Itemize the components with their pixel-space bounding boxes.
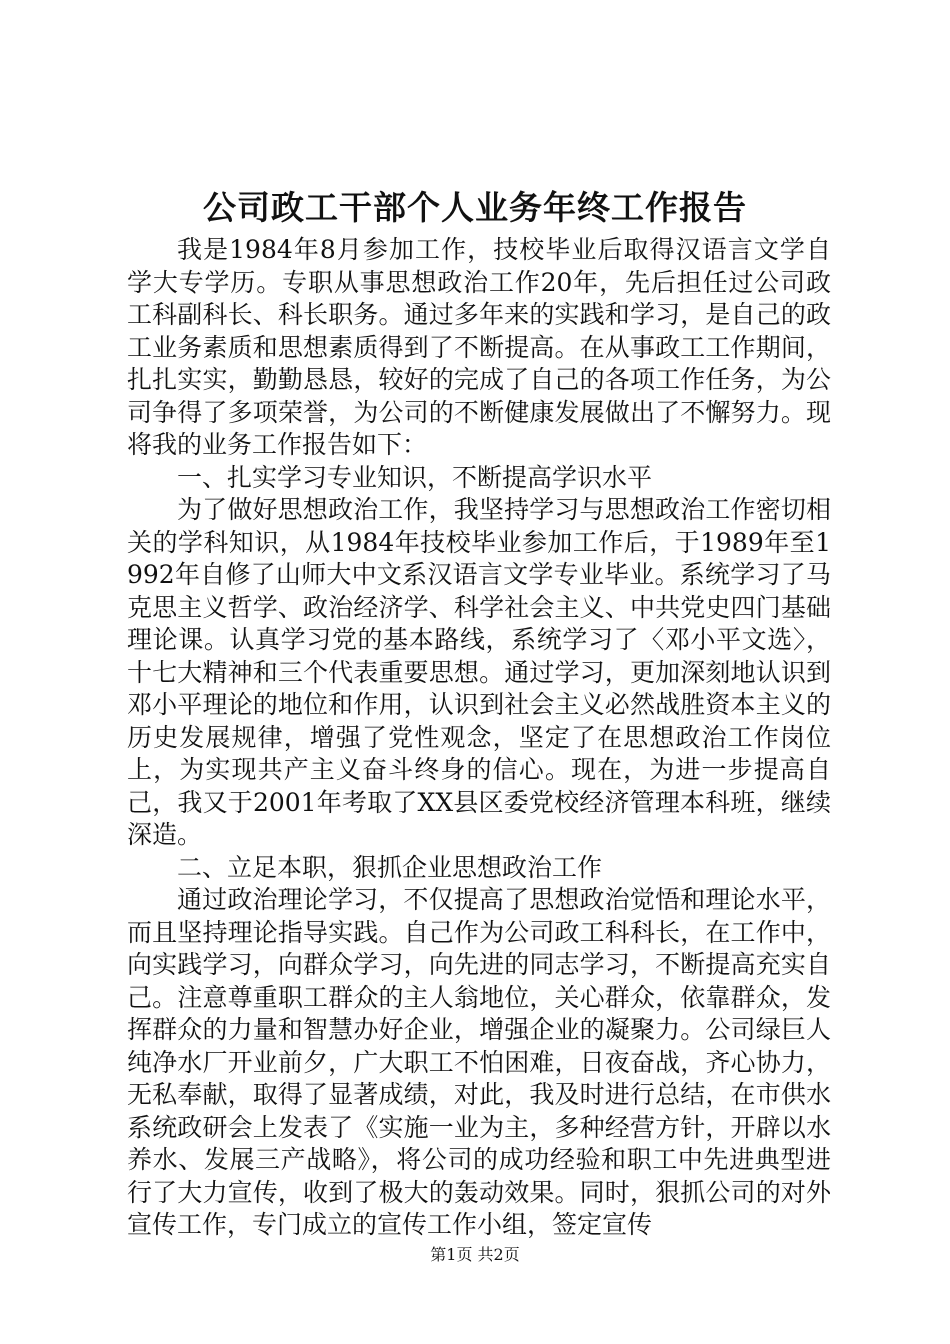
document-body bbox=[127, 234, 831, 1242]
paragraph-work: 通过政治理论学习，不仅提高了思想政治觉悟和理论水平，而且坚持理论指导实践。自己作为公司政工科科长，在工作中，向实践学习，向群众学习，向先进的同志学习，不断提高充实自己。注意尊重职工群众的主人翁地位，关心群众，依靠群众，发挥群众的力量和智慧办好企业，增强企业的凝聚力。公司绿巨人纯净水厂开业前夕，广大职工不怕困难，日夜奋战，齐心协力，无私奉献，取得了显著成绩，对此，我及时进行总结，在市供水系统政研会上发表了《实施一业为主，多种经营方针，开辟以水养水、发展三产战略》，将公司的成功经验和职工中先进典型进行了大力宣传，收到了极大的轰动效果。同时，狠抓公司的对外宣传工作，专门成立的宣传工作小组，签定宣传 bbox=[127, 885, 831, 1239]
paragraph-study: 为了做好思想政治工作，我坚持学习与思想政治工作密切相关的学科知识，从1984年技校毕业参加工作后，于1989年至1992年自修了山师大中文系汉语言文学专业毕业。系统学习了马克思主义哲学、政治经济学、科学社会主义、中共党史四门基础理论课。认真学习党的基本路线，系统学习了〈邓小平文选〉，十七大精神和三个代表重要思想。通过学习，更加深刻地认识到邓小平理论的地位和作用，认识到社会主义必然战胜资本主义的历史发展规律，增强了党性观念，坚定了在思想政治工作岗位上，为实现共产主义奋斗终身的信心。现在，为进一步提高自己，我又于2001年考取了XX县区委党校经济管理本科班，继续深造。 bbox=[127, 495, 831, 849]
paragraph-intro: 我是1984年8月参加工作，技校毕业后取得汉语言文学自学大专学历。专职从事思想政治工作20年，先后担任过公司政工科副科长、科长职务。通过多年来的实践和学习，是自己的政工业务素质和思想素质得到了不断提高。在从事政工工作期间，扎扎实实，勤勤恳恳，较好的完成了自己的各项工作任务，为公司争得了多项荣誉，为公司的不断健康发展做出了不懈努力。现将我的业务工作报告如下： bbox=[127, 235, 831, 459]
document-title: 公司政工干部个人业务年终工作报告 bbox=[203, 188, 747, 227]
section-heading-2: 二、立足本职，狠抓企业思想政治工作 bbox=[177, 852, 603, 882]
page-footer: 第1页 共2页 bbox=[430, 1245, 520, 1264]
section-heading-1: 一、扎实学习专业知识，不断提高学识水平 bbox=[177, 462, 653, 492]
